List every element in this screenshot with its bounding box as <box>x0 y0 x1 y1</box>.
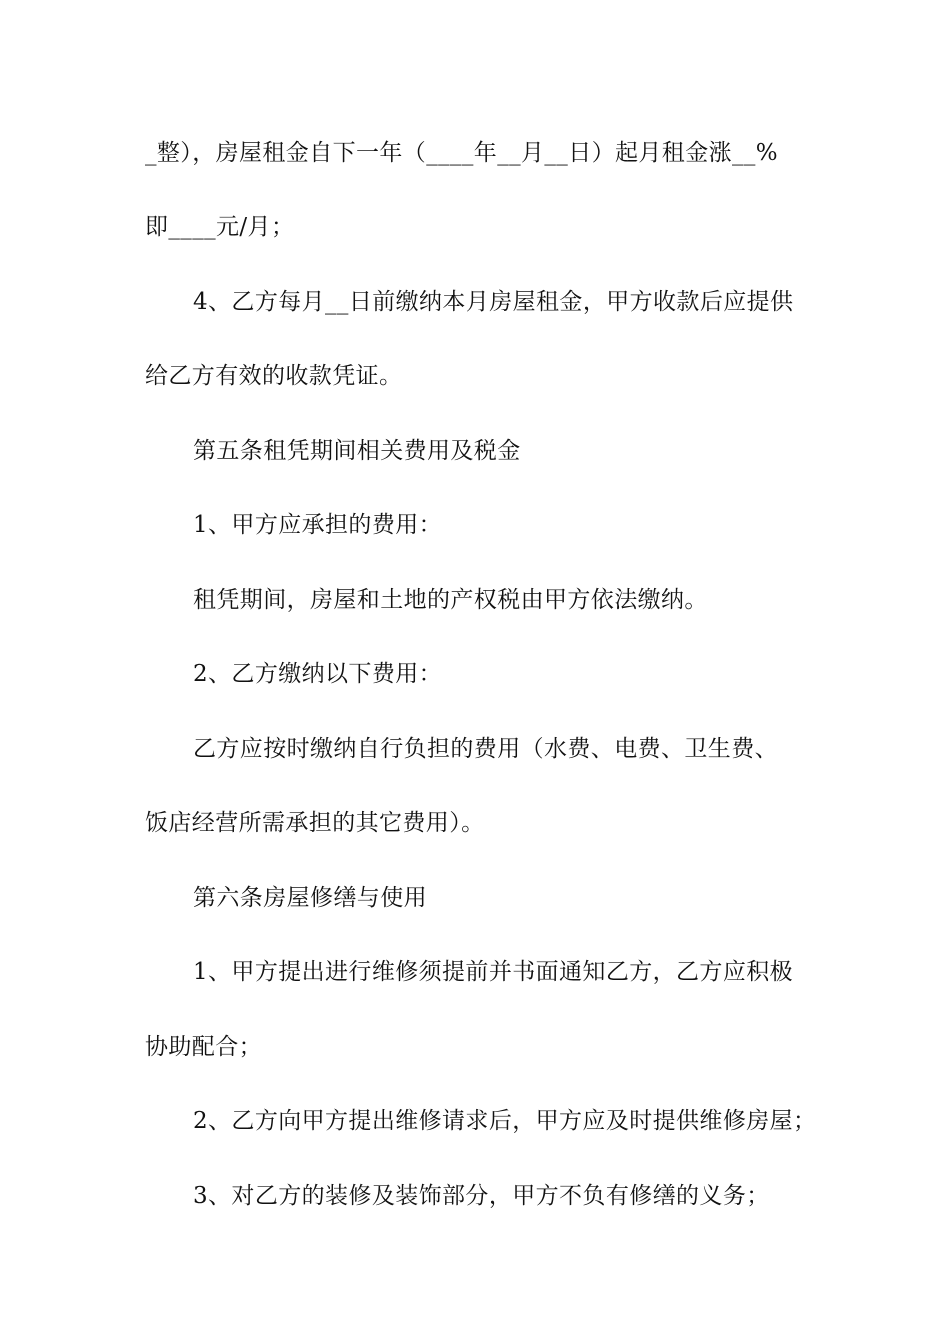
article-six-heading: 第六条房屋修缮与使用 <box>193 885 427 911</box>
paragraph-line-clause-4: 4、乙方每月__日前缴纳本月房屋租金，甲方收款后应提供 <box>193 289 794 315</box>
paragraph-line-rent-increase: _整），房屋租金自下一年（____年__月__日）起月租金涨__% <box>145 140 779 166</box>
paragraph-line-decoration: 3、对乙方的装修及装饰部分，甲方不负有修缮的义务； <box>193 1183 770 1209</box>
paragraph-line-repair-notice: 1、甲方提出进行维修须提前并书面通知乙方，乙方应积极 <box>193 959 794 985</box>
paragraph-line-cooperation: 协助配合； <box>145 1034 262 1060</box>
paragraph-line-party-b-fees: 2、乙方缴纳以下费用： <box>193 661 443 687</box>
paragraph-line-other-fees: 饭店经营所需承担的其它费用）。 <box>145 810 485 836</box>
paragraph-line-party-a-fees: 1、甲方应承担的费用： <box>193 512 443 538</box>
paragraph-line-receipt: 给乙方有效的收款凭证。 <box>145 363 403 389</box>
paragraph-line-repair-request: 2、乙方向甲方提出维修请求后，甲方应及时提供维修房屋； <box>193 1108 817 1134</box>
paragraph-line-utilities: 乙方应按时缴纳自行负担的费用（水费、电费、卫生费、 <box>193 736 778 762</box>
paragraph-line-property-tax: 租凭期间，房屋和土地的产权税由甲方依法缴纳。 <box>193 587 708 613</box>
article-five-heading: 第五条租凭期间相关费用及税金 <box>193 438 521 464</box>
paragraph-line-rent-amount: 即____元/月； <box>145 214 295 240</box>
